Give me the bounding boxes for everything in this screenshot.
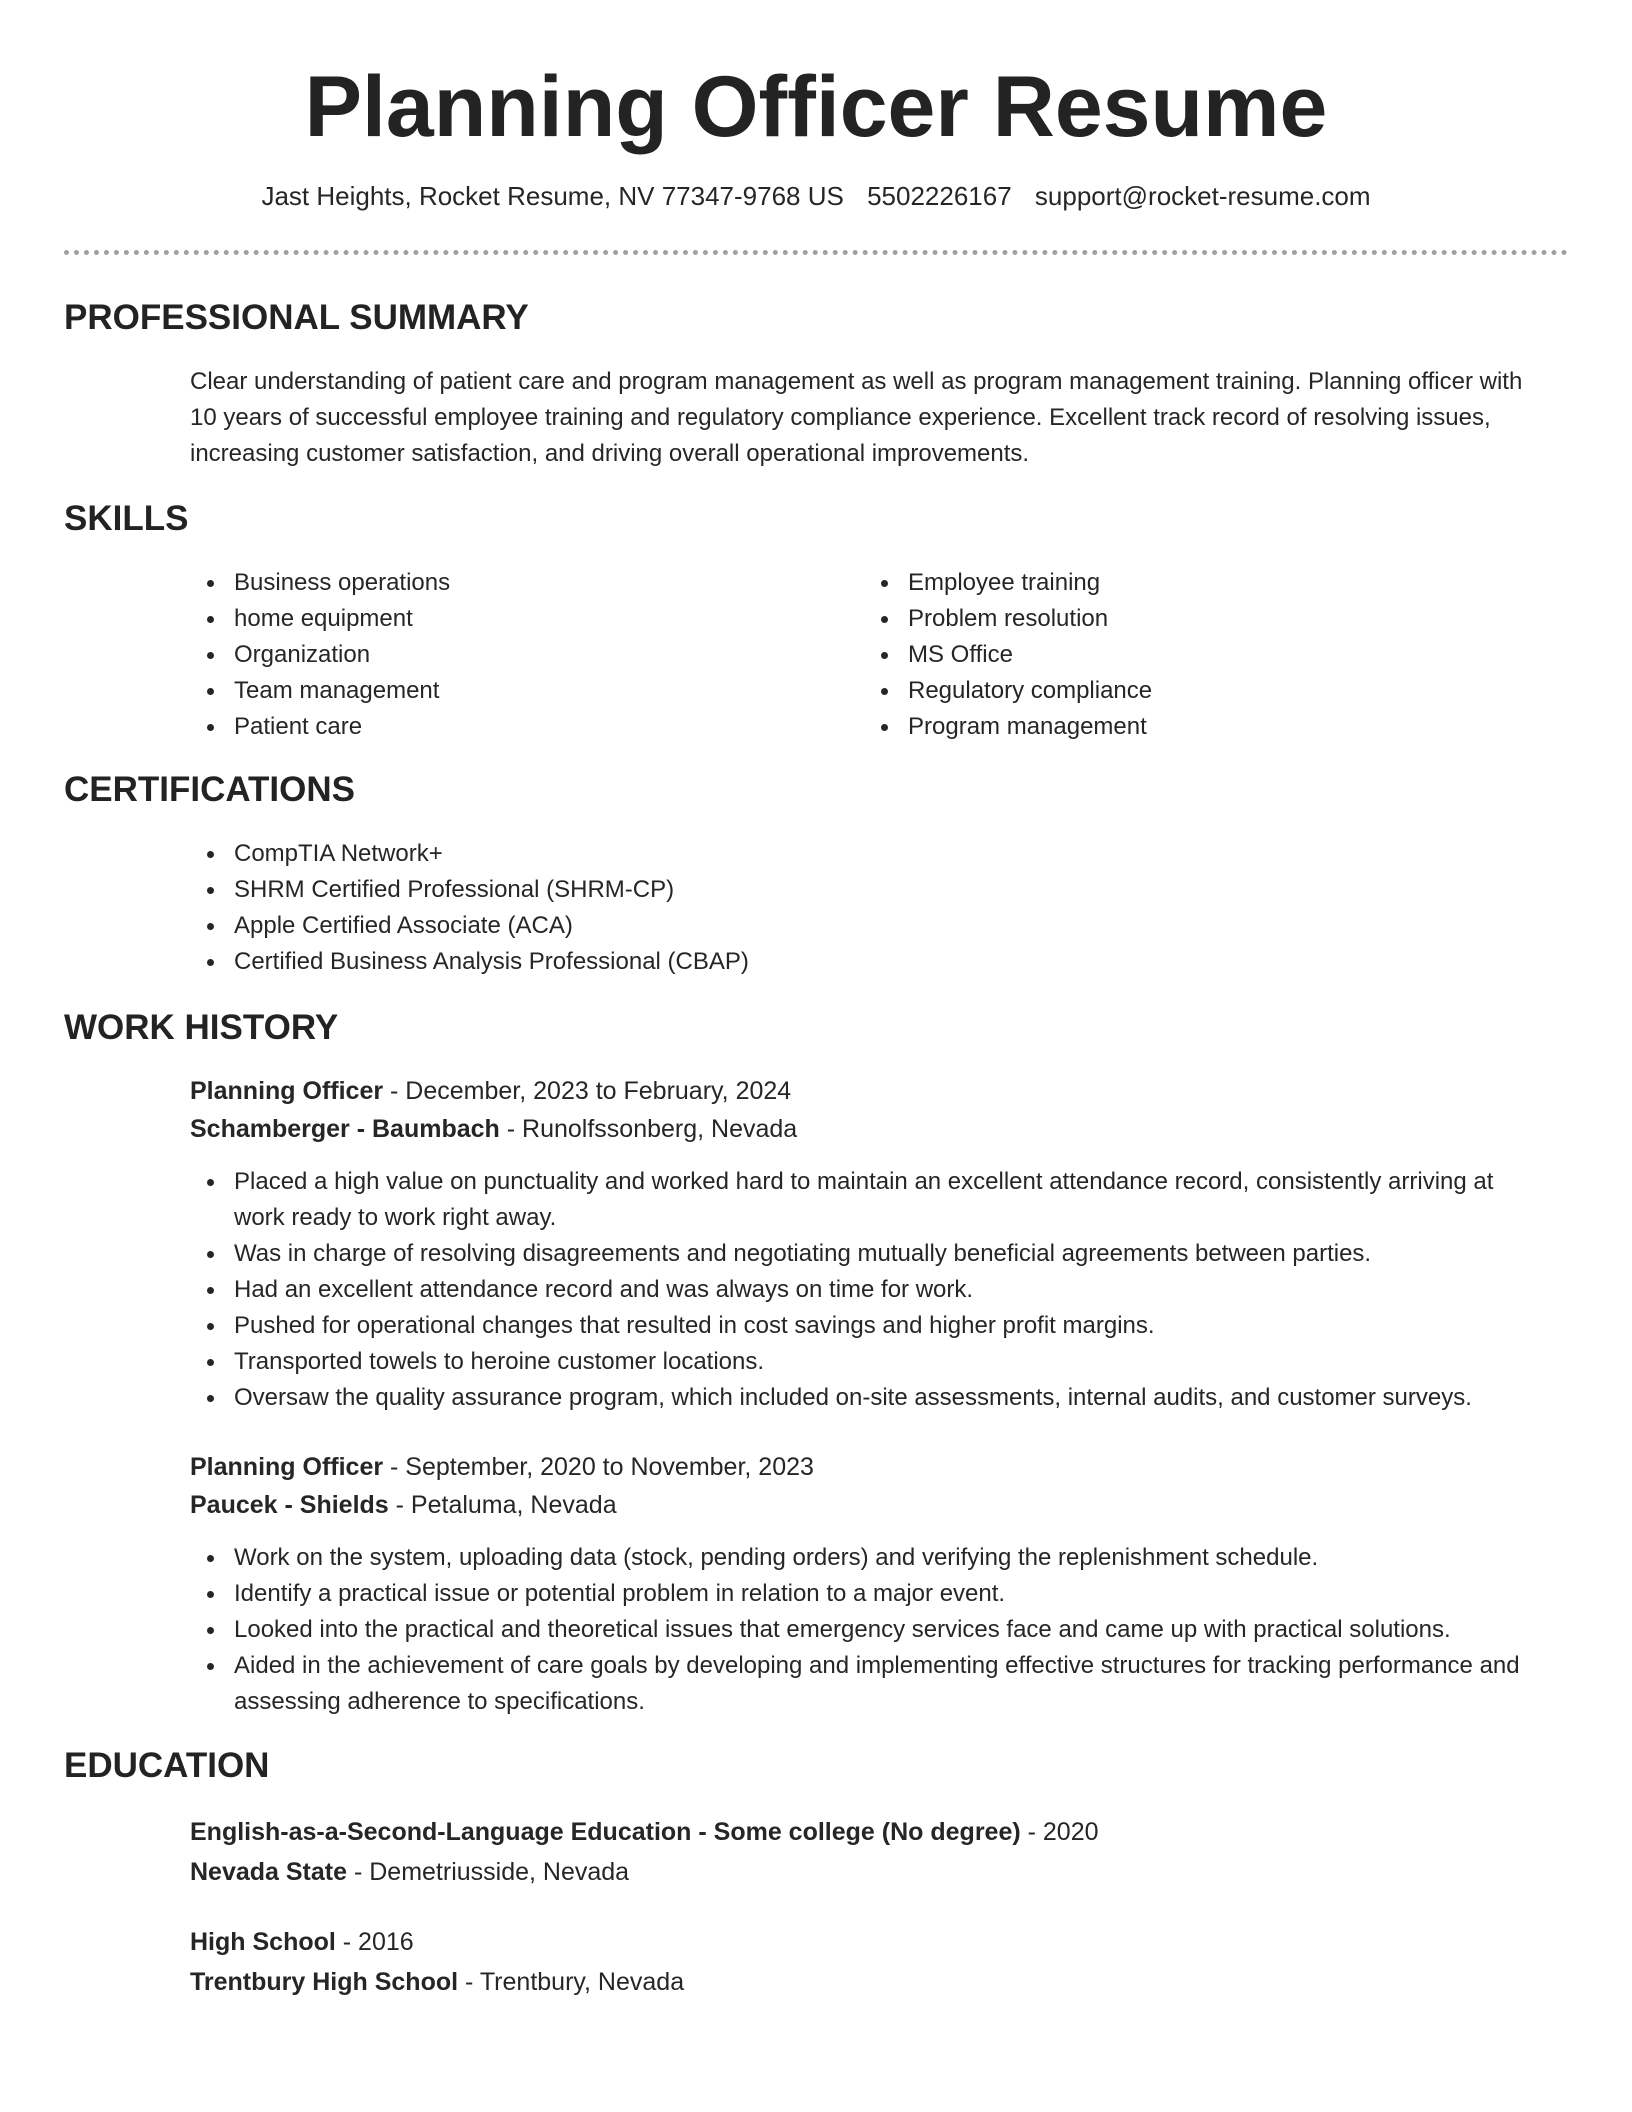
job-bullet: Looked into the practical and theoretical issues that emergency services face and came up with practical solutions. — [190, 1612, 1540, 1648]
resume-title: Planning Officer Resume — [304, 59, 1328, 155]
education-school: Nevada State — [190, 1858, 348, 1886]
certification-item: CompTIA Network+ — [190, 836, 1540, 872]
contact-email: support@rocket-resume.com — [1034, 181, 1371, 211]
education-year: - 2020 — [1020, 1818, 1099, 1846]
summary-heading: PROFESSIONAL SUMMARY — [64, 298, 529, 337]
job-location: - Runolfssonberg, Nevada — [499, 1115, 798, 1143]
education-entry — [190, 1812, 1540, 1892]
skill-item: Organization — [190, 637, 850, 673]
job-bullet: Placed a high value on punctuality and worked hard to maintain an excellent attendance record, consistently arriving at work ready to work right away. — [190, 1164, 1540, 1236]
education-degree: High School — [190, 1928, 336, 1956]
skill-item: Problem resolution — [864, 601, 1524, 637]
job-title: Planning Officer — [190, 1453, 384, 1481]
job-company-line — [190, 1486, 1540, 1524]
education-degree: English-as-a-Second-Language Education - Some college (No degree) — [190, 1818, 1021, 1846]
certification-item: SHRM Certified Professional (SHRM-CP) — [190, 872, 1540, 908]
job-company-line — [190, 1110, 1540, 1148]
work-history-heading: WORK HISTORY — [64, 1008, 339, 1047]
skill-item: Team management — [190, 673, 850, 709]
job-company: Paucek - Shields — [190, 1491, 389, 1519]
job-bullet: Had an excellent attendance record and was always on time for work. — [190, 1272, 1540, 1308]
job-entry — [190, 1448, 1540, 1720]
job-dates: - December, 2023 to February, 2024 — [383, 1077, 792, 1105]
job-entry — [190, 1072, 1540, 1416]
job-title-line — [190, 1072, 1540, 1110]
skill-item: Patient care — [190, 709, 850, 745]
job-bullet: Was in charge of resolving disagreements and negotiating mutually beneficial agreements between parties. — [190, 1236, 1540, 1272]
education-school-line — [190, 1962, 1540, 2002]
skill-item: Regulatory compliance — [864, 673, 1524, 709]
education-entry — [190, 1922, 1540, 2002]
header-divider — [64, 250, 1568, 255]
education-degree-line — [190, 1922, 1540, 1962]
certification-item: Apple Certified Associate (ACA) — [190, 908, 1540, 944]
certifications-list — [190, 836, 1540, 980]
job-bullet: Aided in the achievement of care goals by developing and implementing effective structures for tracking performance and assessing adherence to specifications. — [190, 1648, 1540, 1720]
certifications-section — [190, 836, 1540, 980]
job-bullets — [190, 1164, 1540, 1416]
skill-item: Program management — [864, 709, 1524, 745]
job-bullet: Transported towels to heroine customer locations. — [190, 1344, 1540, 1380]
skill-item: MS Office — [864, 637, 1524, 673]
job-bullets — [190, 1540, 1540, 1720]
education-location: - Demetriusside, Nevada — [347, 1858, 630, 1886]
contact-address: Jast Heights, Rocket Resume, NV 77347-9768 US — [261, 181, 844, 211]
education-school: Trentbury High School — [190, 1968, 459, 1996]
job-location: - Petaluma, Nevada — [388, 1491, 617, 1519]
job-bullet: Work on the system, uploading data (stock, pending orders) and verifying the replenishment schedule. — [190, 1540, 1540, 1576]
skills-right-column — [864, 565, 1524, 745]
education-year: - 2016 — [335, 1928, 414, 1956]
education-heading: EDUCATION — [64, 1746, 270, 1785]
contact-phone: 5502226167 — [867, 181, 1012, 211]
education-degree-line — [190, 1812, 1540, 1852]
skills-left-column — [190, 565, 850, 745]
job-title-line — [190, 1448, 1540, 1486]
contact-line — [0, 178, 1632, 214]
education-school-line — [190, 1852, 1540, 1892]
job-company: Schamberger - Baumbach — [190, 1115, 500, 1143]
job-bullet: Identify a practical issue or potential problem in relation to a major event. — [190, 1576, 1540, 1612]
summary-text: Clear understanding of patient care and program management as well as program management training. Planning officer with 10 years of successful employee training and regulatory compliance experience. Excellent track record of resolving issues, increasing customer satisfaction, and driving overall operational improvements. — [190, 368, 1523, 467]
job-bullet: Oversaw the quality assurance program, which included on-site assessments, internal audits, and customer surveys. — [190, 1380, 1540, 1416]
job-dates: - September, 2020 to November, 2023 — [383, 1453, 814, 1481]
certification-item: Certified Business Analysis Professional (CBAP) — [190, 944, 1540, 980]
skills-heading: SKILLS — [64, 499, 189, 538]
job-title: Planning Officer — [190, 1077, 384, 1105]
skill-item: Employee training — [864, 565, 1524, 601]
summary-section — [190, 364, 1540, 472]
job-bullet: Pushed for operational changes that resulted in cost savings and higher profit margins. — [190, 1308, 1540, 1344]
skill-item: Business operations — [190, 565, 850, 601]
skill-item: home equipment — [190, 601, 850, 637]
education-location: - Trentbury, Nevada — [458, 1968, 685, 1996]
certifications-heading: CERTIFICATIONS — [64, 770, 356, 809]
